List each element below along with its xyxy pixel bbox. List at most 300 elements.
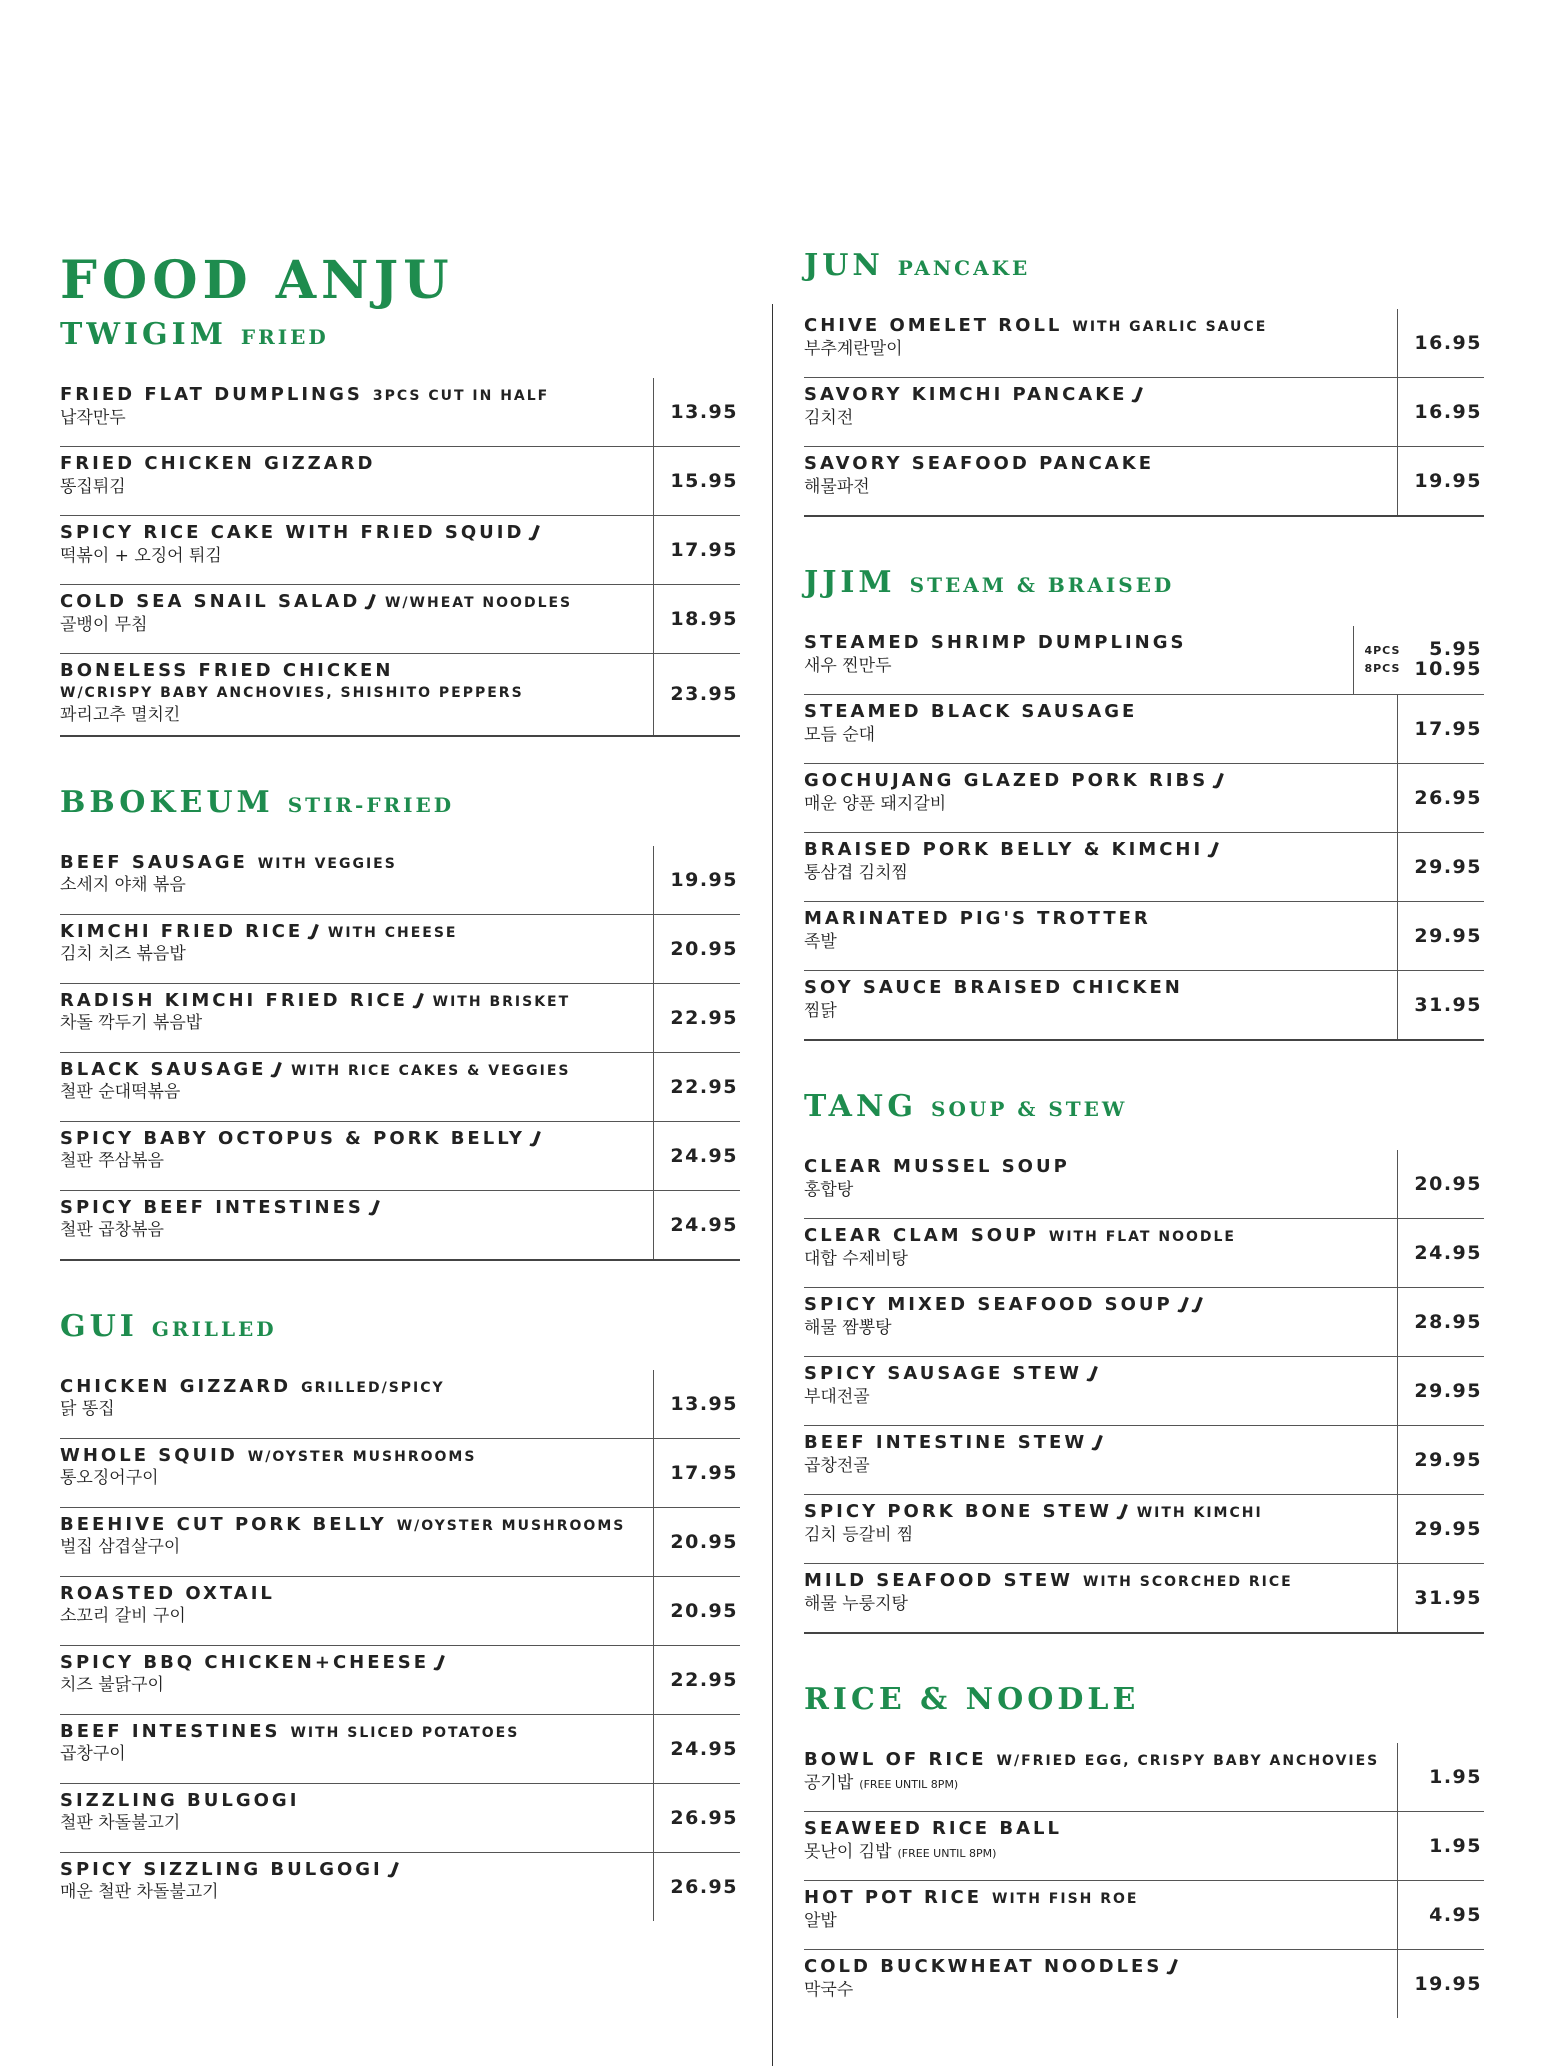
menu-item-list — [60, 378, 740, 735]
section-heading — [804, 565, 1484, 600]
item-name-text: SOY SAUCE BRAISED CHICKEN — [804, 977, 1183, 998]
item-name-text: BEEF INTESTINES — [60, 1720, 281, 1742]
item-price: 13.95 — [653, 378, 740, 446]
item-korean-text: 대합 수제비탕 — [804, 1248, 908, 1269]
item-name — [804, 701, 1397, 724]
item-korean-text: 차돌 깍두기 볶음밥 — [60, 1013, 203, 1034]
item-name-text: COLD BUCKWHEAT NOODLES — [804, 1956, 1163, 1977]
menu-item — [804, 447, 1484, 516]
menu-item-text — [804, 1812, 1397, 1880]
menu-item-text — [60, 1646, 653, 1714]
item-price: 17.95 — [653, 1439, 740, 1507]
item-name — [804, 453, 1397, 476]
item-price: 29.95 — [1397, 1357, 1484, 1425]
section-rule — [804, 515, 1484, 517]
item-korean-name — [60, 545, 653, 568]
item-name-text: CHIVE OMELET ROLL — [804, 315, 1063, 336]
item-korean-text: 해물 누룽지탕 — [804, 1593, 908, 1614]
item-korean-text: 납작만두 — [60, 407, 126, 428]
item-description: WITH BRISKET — [432, 993, 571, 1010]
menu-item-text — [804, 1743, 1397, 1811]
item-name — [804, 315, 1397, 338]
item-korean-text: 김치전 — [804, 407, 854, 428]
item-korean-name — [804, 1841, 1397, 1864]
portion-price: 10.95 — [1414, 658, 1482, 680]
section-title: TANG — [804, 1089, 918, 1124]
menu-item-text — [804, 378, 1397, 446]
menu-item-list — [804, 626, 1484, 1040]
item-name — [804, 908, 1397, 931]
menu-item-text — [60, 378, 653, 446]
menu-item — [804, 1743, 1484, 1812]
item-korean-text: 찜닭 — [804, 1000, 837, 1021]
item-description: W/FRIED EGG, CRISPY BABY ANCHOVIES — [996, 1753, 1380, 1769]
item-price: 24.95 — [653, 1191, 740, 1259]
left-column — [60, 240, 740, 1969]
item-name-text: FRIED CHICKEN GIZZARD — [60, 453, 376, 475]
chili-pepper-icon: Ϳ — [368, 1196, 383, 1219]
item-name — [804, 1294, 1397, 1317]
section-title: GUI — [60, 1308, 138, 1344]
menu-item — [60, 1577, 740, 1646]
item-korean-name — [804, 793, 1397, 816]
menu-item — [60, 1053, 740, 1122]
item-name — [804, 770, 1397, 793]
menu-item — [804, 902, 1484, 971]
menu-item-text — [804, 1150, 1397, 1218]
item-price: 29.95 — [1397, 1495, 1484, 1563]
menu-item — [804, 1812, 1484, 1881]
item-name-text: HOT POT RICE — [804, 1887, 983, 1908]
chili-pepper-icon: Ϳ — [365, 590, 379, 613]
item-description: W/WHEAT NOODLES — [384, 595, 573, 612]
menu-item-text — [804, 1426, 1397, 1494]
item-korean-name — [804, 1910, 1397, 1933]
item-korean-text: 꽈리고추 멸치킨 — [60, 704, 181, 725]
menu-item — [60, 1646, 740, 1715]
item-korean-name — [804, 724, 1397, 747]
item-name-text: MILD SEAFOOD STEW — [804, 1570, 1073, 1591]
item-name-text: SIZZLING BULGOGI — [60, 1789, 300, 1811]
item-name — [60, 1514, 653, 1537]
menu-item-text — [60, 1784, 653, 1852]
section-subtitle: PANCAKE — [897, 256, 1031, 280]
item-name — [804, 1570, 1397, 1593]
item-description: W/OYSTER MUSHROOMS — [247, 1448, 477, 1465]
menu-item-list — [60, 1370, 740, 1921]
item-name-text: SAVORY SEAFOOD PANCAKE — [804, 453, 1154, 474]
menu-item-text — [804, 1881, 1397, 1949]
item-name — [804, 1363, 1397, 1386]
item-korean-text: 김치 치즈 볶음밥 — [60, 944, 186, 965]
item-name-text: CLEAR CLAM SOUP — [804, 1225, 1039, 1246]
chili-pepper-icon: Ϳ — [387, 1858, 402, 1881]
section-title: RICE & NOODLE — [804, 1682, 1140, 1717]
item-korean-name — [60, 1398, 653, 1421]
item-description: WITH FISH ROE — [992, 1891, 1139, 1907]
menu-item-text — [60, 915, 653, 983]
item-korean-text: 공기밥 — [804, 1772, 854, 1793]
item-korean-name — [60, 1467, 653, 1490]
item-name-text: SPICY PORK BONE STEW — [804, 1501, 1112, 1522]
item-korean-name — [804, 476, 1397, 499]
item-name — [60, 1128, 653, 1151]
item-korean-name — [60, 1536, 653, 1559]
column-divider — [772, 304, 773, 2066]
item-name — [60, 453, 653, 476]
menu-item — [804, 1150, 1484, 1219]
item-korean-name — [804, 338, 1397, 361]
section-title: JJIM — [804, 565, 896, 600]
portion-size: 4PCS — [1364, 644, 1401, 658]
item-korean-name — [804, 1000, 1397, 1023]
item-price: 20.95 — [1397, 1150, 1484, 1218]
menu-item — [60, 378, 740, 447]
menu-item — [60, 1191, 740, 1260]
menu-item-list — [60, 846, 740, 1260]
item-name-text: SPICY MIXED SEAFOOD SOUP — [804, 1294, 1173, 1315]
item-price: 17.95 — [1397, 695, 1484, 763]
item-price: 15.95 — [653, 447, 740, 515]
menu-item-text — [804, 833, 1397, 901]
section-rule — [804, 1632, 1484, 1634]
item-name-text: KIMCHI FRIED RICE — [60, 920, 304, 942]
menu-item-text — [60, 516, 653, 584]
item-korean-text: 골뱅이 무침 — [60, 614, 148, 635]
item-name-text: ROASTED OXTAIL — [60, 1582, 275, 1604]
item-korean-name — [60, 476, 653, 499]
item-korean-name — [60, 1812, 653, 1835]
item-korean-name — [804, 931, 1397, 954]
item-price: 22.95 — [653, 1646, 740, 1714]
menu-item-text — [60, 1439, 653, 1507]
item-name-text: SPICY BBQ CHICKEN+CHEESE — [60, 1651, 430, 1673]
menu-item — [804, 1357, 1484, 1426]
chili-pepper-icon: Ϳ — [1167, 1955, 1181, 1978]
right-sections — [772, 248, 1484, 2018]
item-description: W/OYSTER MUSHROOMS — [396, 1517, 626, 1534]
item-name — [804, 384, 1397, 407]
item-korean-name — [60, 943, 653, 966]
item-price — [1353, 626, 1484, 694]
item-korean-name — [60, 614, 653, 637]
menu-item — [804, 378, 1484, 447]
item-korean-text: 막국수 — [804, 1979, 854, 2000]
menu-item-list — [804, 1150, 1484, 1633]
portion-size: 8PCS — [1364, 662, 1401, 675]
item-name-text: COLD SEA SNAIL SALAD — [60, 591, 361, 613]
item-korean-name — [60, 704, 653, 727]
item-korean-text: 해물 짬뽕탕 — [804, 1317, 892, 1338]
menu-item-text — [60, 1191, 653, 1259]
chili-pepper-icon: Ϳ — [1192, 1293, 1206, 1316]
item-name-text: CLEAR MUSSEL SOUP — [804, 1156, 1070, 1177]
menu-item — [60, 1370, 740, 1439]
item-name — [804, 839, 1397, 862]
menu-item — [60, 1853, 740, 1921]
menu-item — [60, 654, 740, 735]
item-name — [804, 1432, 1397, 1455]
item-korean-name — [804, 1593, 1397, 1616]
item-name-text: GOCHUJANG GLAZED PORK RIBS — [804, 770, 1209, 791]
item-korean-name — [804, 1248, 1397, 1271]
menu-item — [60, 516, 740, 585]
menu-item-text — [60, 846, 653, 914]
item-name-text: CHICKEN GIZZARD — [60, 1375, 292, 1397]
item-korean-text: 모듬 순대 — [804, 724, 876, 745]
menu-item-text — [60, 1853, 653, 1921]
section-subtitle: STIR-FRIED — [287, 792, 455, 817]
item-name — [804, 1887, 1397, 1910]
item-korean-text: 곱창구이 — [60, 1744, 126, 1765]
item-price: 24.95 — [653, 1122, 740, 1190]
item-korean-name — [60, 874, 653, 897]
menu-item-text — [804, 695, 1397, 763]
menu-item — [60, 915, 740, 984]
item-name — [804, 1818, 1397, 1841]
chili-pepper-icon: Ϳ — [1177, 1293, 1192, 1316]
section-title: BBOKEUM — [60, 784, 274, 820]
section-title: TWIGIM — [60, 317, 227, 353]
item-name-text: BEEF SAUSAGE — [60, 851, 248, 873]
item-price: 24.95 — [653, 1715, 740, 1783]
item-name — [60, 1445, 653, 1468]
menu-item — [804, 1426, 1484, 1495]
item-korean-text: 매운 철판 차돌불고기 — [60, 1882, 219, 1903]
item-name-text: SPICY RICE CAKE WITH FRIED SQUID — [60, 522, 525, 544]
item-korean-name — [804, 1524, 1397, 1547]
item-price: 1.95 — [1397, 1743, 1484, 1811]
menu-item — [60, 1508, 740, 1577]
menu-item-text — [60, 984, 653, 1052]
menu-item-text — [804, 626, 1353, 694]
menu-item-text — [60, 1715, 653, 1783]
item-korean-name — [60, 407, 653, 430]
item-description: WITH KIMCHI — [1136, 1505, 1263, 1521]
menu-item — [60, 1439, 740, 1508]
menu-item-text — [804, 1219, 1397, 1287]
item-price: 1.95 — [1397, 1812, 1484, 1880]
item-name — [60, 1790, 653, 1813]
item-price: 20.95 — [653, 915, 740, 983]
item-name — [60, 1721, 653, 1744]
item-korean-text: 새우 찐만두 — [804, 655, 892, 676]
menu-item — [60, 1715, 740, 1784]
item-name — [804, 1956, 1397, 1979]
item-name-text: BEEF INTESTINE STEW — [804, 1432, 1088, 1453]
item-price: 26.95 — [653, 1784, 740, 1852]
item-korean-text: 못난이 김밥 — [804, 1841, 892, 1862]
item-korean-name — [60, 1674, 653, 1697]
item-name-text: WHOLE SQUID — [60, 1444, 238, 1466]
menu-item-list — [804, 309, 1484, 516]
section-heading — [60, 785, 740, 820]
item-korean-name — [804, 862, 1397, 885]
item-name — [804, 977, 1397, 1000]
item-price: 17.95 — [653, 516, 740, 584]
menu-item-text — [60, 1577, 653, 1645]
item-description: WITH SCORCHED RICE — [1082, 1574, 1293, 1590]
chili-pepper-icon: Ϳ — [1116, 1500, 1131, 1523]
item-name — [804, 1749, 1397, 1772]
menu-item — [60, 585, 740, 654]
menu-item — [60, 1784, 740, 1853]
item-name-text: BONELESS FRIED CHICKEN — [60, 660, 394, 682]
menu-item-text — [804, 447, 1397, 515]
item-korean-text: 김치 등갈비 찜 — [804, 1524, 914, 1545]
item-name — [60, 384, 653, 407]
item-name-text: STEAMED SHRIMP DUMPLINGS — [804, 632, 1187, 653]
left-sections — [60, 317, 740, 1920]
item-description: WITH SLICED POTATOES — [290, 1724, 520, 1741]
item-name — [60, 591, 653, 614]
item-korean-name — [804, 1772, 1397, 1795]
menu-item-text — [804, 1495, 1397, 1563]
chili-pepper-icon: Ϳ — [1213, 769, 1227, 792]
chili-pepper-icon: Ϳ — [1086, 1362, 1101, 1385]
item-korean-text: 족발 — [804, 931, 837, 952]
menu-item — [804, 1881, 1484, 1950]
menu-item — [804, 1495, 1484, 1564]
menu-item-text — [804, 1288, 1397, 1356]
item-price: 18.95 — [653, 585, 740, 653]
item-price: 19.95 — [653, 846, 740, 914]
item-korean-text: 부추계란말이 — [804, 338, 903, 359]
menu-section — [804, 1089, 1484, 1634]
item-korean-name — [804, 1386, 1397, 1409]
chili-pepper-icon: Ϳ — [529, 521, 543, 544]
item-price: 29.95 — [1397, 902, 1484, 970]
menu-item-text — [60, 1053, 653, 1121]
item-korean-text: 치즈 불닭구이 — [60, 1675, 164, 1696]
item-korean-name — [804, 1179, 1397, 1202]
item-name-text: BLACK SAUSAGE — [60, 1058, 267, 1080]
chili-pepper-icon: Ϳ — [433, 1651, 448, 1674]
item-description: WITH GARLIC SAUCE — [1072, 319, 1268, 335]
page-title: FOOD ANJU — [60, 250, 454, 311]
item-name-text: BEEHIVE CUT PORK BELLY — [60, 1513, 387, 1535]
item-note: (FREE UNTIL 8PM) — [859, 1777, 959, 1791]
chili-pepper-icon: Ϳ — [1092, 1431, 1106, 1454]
item-price: 20.95 — [653, 1577, 740, 1645]
menu-section — [60, 1309, 740, 1921]
item-name — [804, 1225, 1397, 1248]
item-price: 4.95 — [1397, 1881, 1484, 1949]
menu-item — [60, 447, 740, 516]
chili-pepper-icon: Ϳ — [1132, 383, 1146, 406]
menu-item — [60, 846, 740, 915]
item-name-text: SEAWEED RICE BALL — [804, 1818, 1062, 1839]
menu-item-list — [804, 1743, 1484, 2018]
menu-item-text — [804, 902, 1397, 970]
item-korean-text: 떡볶이 + 오징어 튀김 — [60, 545, 222, 566]
item-korean-name — [804, 407, 1397, 430]
item-description: GRILLED/SPICY — [301, 1379, 445, 1396]
item-korean-text: 철판 차돌불고기 — [60, 1813, 181, 1834]
item-korean-text: 알밥 — [804, 1910, 837, 1931]
menu-item — [804, 1950, 1484, 2018]
item-price: 22.95 — [653, 1053, 740, 1121]
item-korean-name — [804, 1455, 1397, 1478]
menu-item-text — [60, 1370, 653, 1438]
item-price: 16.95 — [1397, 309, 1484, 377]
section-title: JUN — [804, 248, 884, 283]
item-korean-text: 곱창전골 — [804, 1455, 870, 1476]
item-name — [804, 1156, 1397, 1179]
item-name — [60, 1376, 653, 1399]
item-price: 23.95 — [653, 654, 740, 734]
section-subtitle: STEAM & BRAISED — [909, 573, 1175, 597]
item-price: 31.95 — [1397, 971, 1484, 1039]
menu-item — [804, 1288, 1484, 1357]
item-name — [60, 522, 653, 545]
chili-pepper-icon: Ϳ — [271, 1058, 285, 1081]
item-name-text: SPICY SAUSAGE STEW — [804, 1363, 1082, 1384]
item-description: 3PCS CUT IN HALF — [372, 388, 550, 405]
section-rule — [804, 1039, 1484, 1041]
section-rule — [60, 1259, 740, 1261]
item-name — [804, 1501, 1397, 1524]
section-heading — [804, 1089, 1484, 1124]
portion-prices — [1414, 640, 1482, 680]
menu-item-text — [60, 1122, 653, 1190]
item-name-text: STEAMED BLACK SAUSAGE — [804, 701, 1138, 722]
item-name-text: BRAISED PORK BELLY & KIMCHI — [804, 839, 1204, 860]
item-name — [60, 1583, 653, 1606]
item-name — [804, 632, 1353, 655]
menu-section — [60, 785, 740, 1261]
menu-item — [804, 971, 1484, 1040]
item-price: 24.95 — [1397, 1219, 1484, 1287]
item-price: 26.95 — [653, 1853, 740, 1921]
item-description: WITH VEGGIES — [257, 855, 397, 872]
menu-item-text — [804, 309, 1397, 377]
chili-pepper-icon: Ϳ — [308, 920, 322, 943]
chili-pepper-icon: Ϳ — [529, 1127, 544, 1150]
item-price: 20.95 — [653, 1508, 740, 1576]
menu-item — [804, 309, 1484, 378]
item-name-text: RADISH KIMCHI FRIED RICE — [60, 989, 408, 1011]
item-korean-text: 벌집 삼겹살구이 — [60, 1537, 181, 1558]
menu-item — [804, 764, 1484, 833]
menu-item-text — [804, 1357, 1397, 1425]
menu-section — [60, 317, 740, 736]
item-description: WITH FLAT NOODLE — [1048, 1229, 1236, 1245]
item-price: 19.95 — [1397, 1950, 1484, 2018]
menu-item — [804, 833, 1484, 902]
portion-sizes — [1364, 642, 1400, 677]
menu-item-text — [804, 764, 1397, 832]
section-heading — [60, 317, 740, 352]
item-name-text: MARINATED PIG'S TROTTER — [804, 908, 1151, 929]
menu-item — [60, 984, 740, 1053]
section-subtitle: GRILLED — [151, 1316, 277, 1341]
section-heading — [60, 1309, 740, 1344]
item-korean-name — [60, 1012, 653, 1035]
menu-item — [804, 1564, 1484, 1633]
menu-section — [804, 565, 1484, 1041]
section-heading — [804, 1682, 1484, 1717]
menu-item-text — [804, 1950, 1397, 2018]
item-korean-text: 철판 순대떡볶음 — [60, 1082, 181, 1103]
item-korean-text: 해물파전 — [804, 476, 870, 497]
item-price: 31.95 — [1397, 1564, 1484, 1632]
item-name-text: SPICY BEEF INTESTINES — [60, 1196, 364, 1218]
item-name — [60, 921, 653, 944]
item-name — [60, 852, 653, 875]
item-korean-text: 철판 쭈삼볶음 — [60, 1151, 164, 1172]
item-price: 22.95 — [653, 984, 740, 1052]
